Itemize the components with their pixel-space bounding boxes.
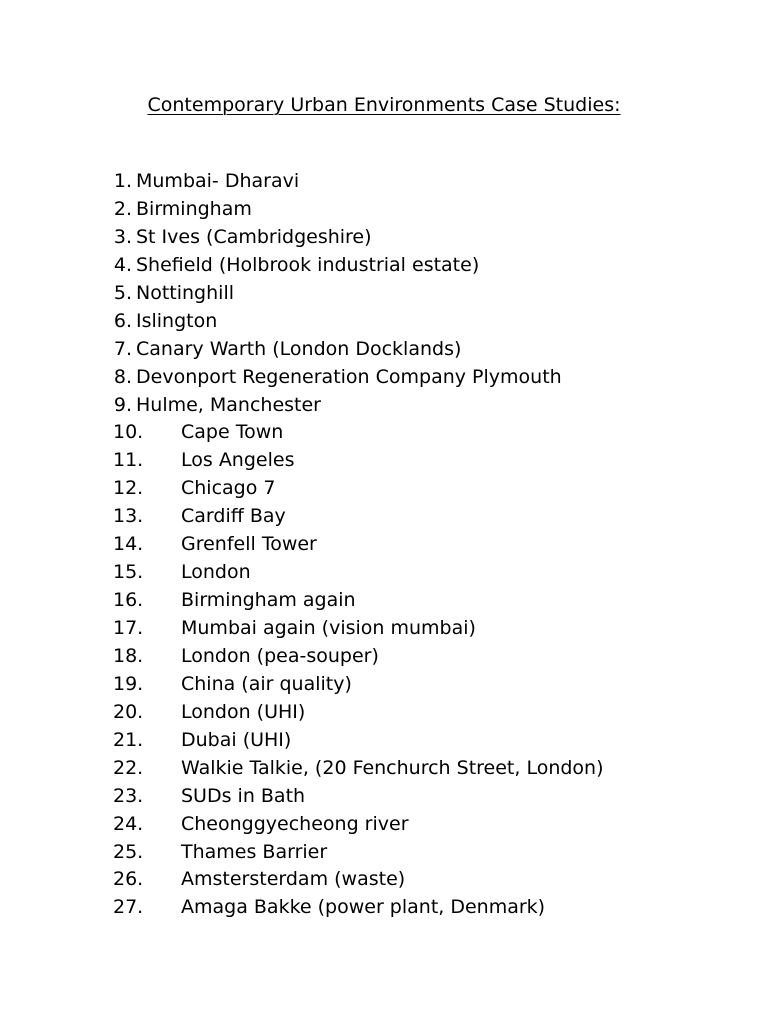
list-item — [0, 392, 768, 420]
list-item — [0, 671, 768, 699]
item-number: 27. — [113, 896, 144, 919]
item-text: Dubai (UHI) — [181, 728, 292, 751]
item-text: Hulme, Manchester — [136, 393, 321, 416]
item-number: 1. — [113, 170, 132, 192]
list-item — [0, 783, 768, 811]
list-item — [0, 224, 768, 252]
item-text: London — [181, 561, 251, 584]
list-item — [0, 755, 768, 783]
list-item — [0, 447, 768, 475]
item-text: Devonport Regeneration Company Plymouth — [136, 365, 562, 388]
item-number: 23. — [113, 784, 144, 807]
item-text: Amaga Bakke (power plant, Denmark) — [181, 896, 546, 919]
item-text: Mumbai- Dharavi — [136, 170, 300, 192]
item-text: Birmingham — [136, 197, 252, 220]
list-item — [0, 419, 768, 447]
item-text: London (UHI) — [181, 700, 306, 723]
item-number: 18. — [113, 644, 144, 667]
list-item — [0, 252, 768, 280]
item-number: 22. — [113, 756, 144, 779]
item-text: London (pea-souper) — [181, 644, 379, 667]
page-title: Contemporary Urban Environments Case Studies: — [147, 94, 621, 116]
item-text: SUDs in Bath — [181, 784, 306, 807]
item-number: 9. — [113, 393, 132, 416]
item-text: St Ives (Cambridgeshire) — [136, 225, 372, 248]
item-number: 12. — [113, 477, 144, 500]
list-item — [0, 894, 768, 922]
list-item — [0, 839, 768, 867]
item-number: 13. — [113, 505, 144, 528]
item-text: Amstersterdam (waste) — [181, 868, 406, 891]
list-item — [0, 866, 768, 894]
item-text: Grenfell Tower — [181, 533, 317, 556]
item-number: 17. — [113, 617, 144, 639]
item-number: 10. — [113, 421, 144, 444]
item-text: Cardiff Bay — [181, 505, 286, 528]
item-text: Cheonggyecheong river — [181, 812, 409, 835]
list-item — [0, 364, 768, 392]
list-item — [0, 280, 768, 308]
item-number: 3. — [113, 225, 132, 248]
list-item — [0, 587, 768, 615]
list-item — [0, 643, 768, 671]
item-number: 11. — [113, 449, 144, 472]
item-number: 2. — [113, 197, 132, 220]
item-number: 8. — [113, 365, 132, 388]
item-number: 21. — [113, 728, 144, 751]
item-text: Walkie Talkie, (20 Fenchurch Street, London) — [181, 756, 604, 779]
item-text: Los Angeles — [181, 449, 295, 472]
list-item — [0, 503, 768, 531]
item-number: 20. — [113, 700, 144, 723]
item-number: 24. — [113, 812, 144, 835]
item-number: 19. — [113, 672, 144, 695]
list-item — [0, 168, 768, 196]
item-text: Canary Warth (London Docklands) — [136, 337, 462, 360]
item-number: 25. — [113, 840, 144, 863]
item-text: Chicago 7 — [181, 477, 276, 500]
item-text: Islington — [136, 309, 218, 332]
list-item — [0, 615, 768, 643]
item-text: China (air quality) — [181, 672, 352, 695]
item-number: 14. — [113, 533, 144, 556]
list-item — [0, 475, 768, 503]
list-item — [0, 559, 768, 587]
list-item — [0, 699, 768, 727]
item-text: Thames Barrier — [181, 840, 328, 863]
case-study-list — [0, 168, 768, 922]
item-number: 26. — [113, 868, 144, 891]
item-text: Mumbai again (vision mumbai) — [181, 617, 476, 639]
item-number: 6. — [113, 309, 132, 332]
item-text: Nottinghill — [136, 281, 234, 304]
item-number: 5. — [113, 281, 132, 304]
item-text: Cape Town — [181, 421, 284, 444]
item-number: 16. — [113, 589, 144, 612]
list-item — [0, 308, 768, 336]
item-text: Birmingham again — [181, 589, 356, 612]
item-number: 7. — [113, 337, 132, 360]
item-text: Shefield (Holbrook industrial estate) — [136, 253, 480, 276]
list-item — [0, 811, 768, 839]
list-item — [0, 336, 768, 364]
list-item — [0, 727, 768, 755]
list-item — [0, 531, 768, 559]
item-number: 4. — [113, 253, 132, 276]
list-item — [0, 196, 768, 224]
item-number: 15. — [113, 561, 144, 584]
